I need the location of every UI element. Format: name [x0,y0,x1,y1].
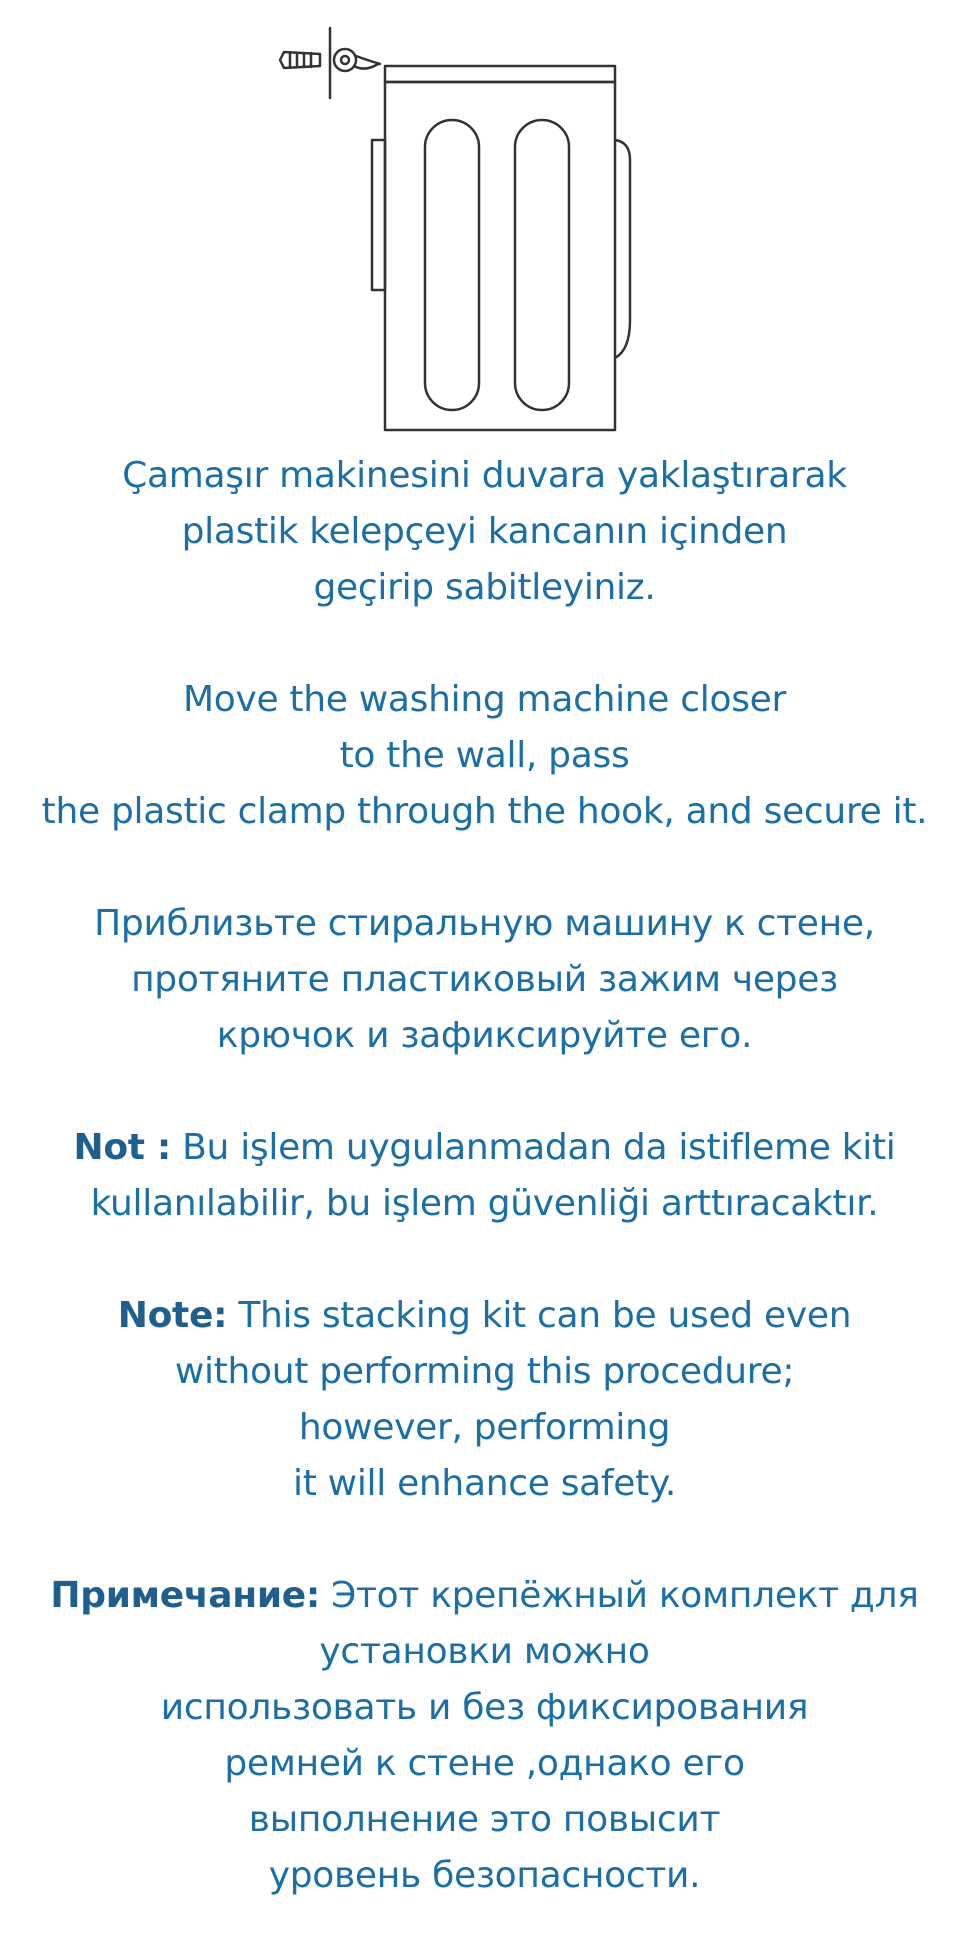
wall-hook-icon [280,28,380,98]
instruction-text-block [0,448,969,1960]
text-line: протяните пластиковый зажим через [131,959,838,1000]
text-line: however, performing [298,1407,671,1448]
text-line: ремней к стене ,однако его [224,1743,745,1784]
text-line: the plastic clamp through the hook, and secure it. [41,791,928,832]
instruction-turkish [0,448,969,616]
text-line: kullanılabilir, bu işlem güvenliği arttıracaktır. [90,1183,879,1224]
text-line: Çamaşır makinesini duvara yaklaştırarak [122,455,847,496]
note-text: Bu işlem uygulanmadan da istifleme kiti [171,1127,896,1168]
note-label: Not : [73,1127,172,1168]
note-english [0,1288,969,1512]
note-text: This stacking kit can be used even [227,1295,852,1336]
text-line: крючок и зафиксируйте его. [216,1015,753,1056]
instruction-russian [0,896,969,1064]
text-line: использовать и без фиксирования [160,1687,809,1728]
note-label: Note: [117,1295,228,1336]
text-line: plastik kelepçeyi kancanın içinden [181,511,788,552]
text-line: уровень безопасности. [268,1855,701,1896]
text-line [0,1288,969,1344]
washing-machine-wall-hook-diagram [270,20,650,440]
text-line: Приблизьте стиральную машину к стене, [94,903,875,944]
text-line: geçirip sabitleyiniz. [313,567,656,608]
note-turkish [0,1120,969,1232]
text-line [0,1120,969,1176]
washing-machine-icon [372,66,630,430]
note-text: Этот крепёжный комплект для [320,1575,919,1616]
text-line [0,1568,969,1624]
text-line: установки можно [319,1631,650,1672]
text-line: without performing this procedure; [174,1351,795,1392]
text-line: выполнение это повысит [248,1799,721,1840]
text-line: it will enhance safety. [293,1463,676,1504]
text-line: to the wall, pass [339,735,630,776]
instruction-english [0,672,969,840]
note-russian [0,1568,969,1904]
note-label: Примечание: [50,1575,320,1616]
text-line: Move the washing machine closer [182,679,787,720]
